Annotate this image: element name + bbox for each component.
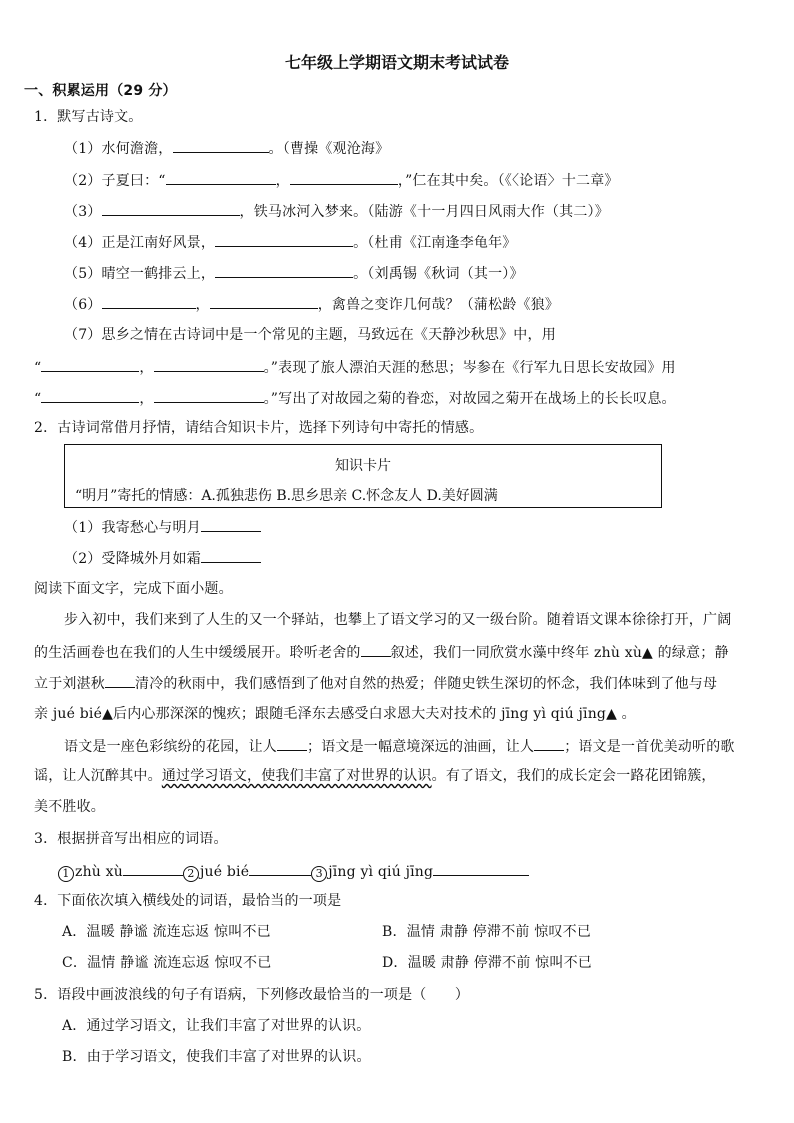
answer-blank[interactable] [249, 861, 311, 876]
passage-text: 的生活画卷也在我们的人生中缓缓展开。聆听老舍的 [34, 645, 361, 661]
q4-option-a[interactable]: A．温暖 静谧 流连忘返 惊叫不已 [62, 924, 271, 940]
q1-item-2-text-b: ， [275, 173, 290, 189]
q4-option-d[interactable]: D．温暖 肃静 停滞不前 惊叫不已 [382, 955, 592, 971]
passage-text: ；语文是一幅意境深远的油画，让人 [307, 739, 535, 755]
passage-line-5 [64, 736, 735, 756]
answer-blank[interactable] [534, 736, 564, 751]
question-4-stem: 4．下面依次填入横线处的词语，最恰当的一项是 [34, 893, 342, 909]
q1-item-4-text-a: （4）正是江南好风景， [64, 235, 216, 251]
answer-blank[interactable] [102, 294, 196, 309]
q1-item-1 [64, 138, 389, 158]
q1-item-3 [64, 201, 609, 221]
circled-number-3: 3 [311, 866, 327, 882]
passage-text: 叙述，我们一同欣赏水藻中终年 zhù xù▲ 的绿意；静 [390, 645, 729, 661]
passage-line-6 [34, 767, 716, 785]
reading-intro: 阅读下面文字，完成下面小题。 [34, 581, 233, 597]
knowledge-card [64, 444, 662, 508]
knowledge-card-title: 知识卡片 [335, 458, 391, 474]
circled-number-2: 2 [183, 866, 199, 882]
circled-number-1: 1 [58, 866, 74, 882]
q1-item-2 [64, 170, 619, 190]
q2-item-2 [64, 548, 261, 568]
passage-line-1: 步入初中，我们来到了人生的又一个驿站，也攀上了语文学习的又一级台阶。随着语文课本徐徐打开，广阔 [64, 612, 732, 628]
q5-option-b[interactable]: B．由于学习语文，使我们丰富了对世界的认识。 [62, 1049, 371, 1065]
q1-item-6-text-c: ，禽兽之变诈几何哉？（蒲松龄《狼》 [317, 297, 560, 313]
q1-item-5 [64, 263, 524, 283]
q5-option-a[interactable]: A．通过学习语文，让我们丰富了对世界的认识。 [62, 1018, 371, 1034]
q1-item-4-text-b: 。（杜甫《江南逢李龟年》 [353, 235, 517, 251]
answer-blank[interactable] [201, 517, 261, 532]
q4-option-b[interactable]: B．温情 肃静 停滞不前 惊叹不已 [382, 924, 592, 940]
answer-blank[interactable] [166, 170, 276, 185]
answer-blank[interactable] [361, 642, 391, 657]
answer-blank[interactable] [277, 736, 307, 751]
answer-blank[interactable] [433, 861, 529, 876]
question-3-stem: 3．根据拼音写出相应的词语。 [34, 831, 228, 847]
pinyin-2: jué bié [199, 864, 250, 880]
answer-blank[interactable] [210, 294, 318, 309]
question-5-stem: 5．语段中画波浪线的句子有语病，下列修改最恰当的一项是（ ） [34, 987, 470, 1003]
q1-item-6-text-b: ， [195, 297, 210, 313]
q1-item-3-text-b: ，铁马冰河入梦来。（陆游《十一月四日风雨大作（其二）》 [239, 204, 609, 220]
passage-text: 清冷的秋雨中，我们感悟到了他对自然的热爱；伴随史铁生深切的怀念，我们体味到了他与母 [135, 676, 718, 692]
comma: ， [139, 360, 154, 376]
question-2-stem: 2．古诗词常借月抒情，请结合知识卡片，选择下列诗句中寄托的情感。 [34, 420, 484, 436]
answer-blank[interactable] [154, 388, 264, 403]
answer-blank[interactable] [102, 201, 240, 216]
passage-line-4: 亲 jué bié▲后内心那深深的愧疚；跟随毛泽东去感受白求恩大夫对技术的 jīng yì qiú jīng▲ 。 [34, 706, 636, 722]
q1-item-2-text-a: （2）子夏曰：“ [64, 173, 166, 189]
q2-item-2-text: （2）受降城外月如霜 [64, 551, 201, 567]
q1-item-7-line-2-text: 。”表现了旅人漂泊天涯的愁思；岑参在《行军九日思长安故园》用 [263, 360, 676, 376]
q4-option-c[interactable]: C．温情 静谧 流连忘返 惊叹不已 [62, 955, 272, 971]
answer-blank[interactable] [41, 357, 139, 372]
answer-blank[interactable] [215, 263, 353, 278]
q1-item-7: （7）思乡之情在古诗词中是一个常见的主题，马致远在《天静沙秋思》中，用 [64, 327, 556, 343]
answer-blank[interactable] [41, 388, 139, 403]
answer-blank[interactable] [123, 861, 183, 876]
q1-item-5-text-b: 。（刘禹锡《秋词（其一）》 [353, 266, 524, 282]
wavy-underlined-sentence: 通过学习语文，使我们丰富了对世界的认识 [161, 768, 432, 784]
knowledge-card-body: “明月”寄托的情感：A.孤独悲伤 B.思乡思亲 C.怀念友人 D.美好圆满 [75, 488, 498, 504]
q1-item-5-text-a: （5）晴空一鹤排云上， [64, 266, 216, 282]
page-title: 七年级上学期语文期末考试试卷 [284, 53, 509, 72]
q1-item-7-line-3 [34, 388, 676, 408]
passage-text: 立于刘湛秋 [34, 676, 105, 692]
answer-blank[interactable] [290, 170, 398, 185]
q3-items [58, 861, 529, 882]
question-1-stem: 1．默写古诗文。 [34, 109, 143, 125]
q1-item-1-text-b: 。（曹操《观沧海》 [268, 141, 390, 157]
passage-text: ；语文是一首优美动听的歌 [564, 739, 735, 755]
q1-item-6 [64, 294, 559, 314]
q1-item-4 [64, 232, 517, 252]
passage-text: 。有了语文，我们的成长定会一路花团锦簇， [431, 768, 716, 784]
passage-line-3 [34, 673, 717, 693]
answer-blank[interactable] [154, 357, 264, 372]
answer-blank[interactable] [215, 232, 353, 247]
q1-item-6-text-a: （6） [64, 297, 102, 313]
q2-item-1 [64, 517, 261, 537]
q1-item-1-text-a: （1）水何澹澹， [64, 141, 173, 157]
pinyin-3: jīng yì qiú jīng [328, 864, 434, 880]
q1-item-2-text-c: ，”仁在其中矣。（《〈论语〉十二章》 [397, 173, 619, 189]
section-heading: 一、积累运用（29 分） [24, 83, 177, 99]
quote-open: “ [34, 391, 42, 407]
q1-item-3-text-a: （3） [64, 204, 102, 220]
quote-open: “ [34, 360, 42, 376]
q1-item-7-line-3-text: 。”写出了对故园之菊的眷恋，对故园之菊开在战场上的长长叹息。 [263, 391, 676, 407]
comma: ， [139, 391, 154, 407]
passage-text: 语文是一座色彩缤纷的花园，让人 [64, 739, 277, 755]
answer-blank[interactable] [173, 138, 269, 153]
passage-text: 谣，让人沉醉其中。 [34, 768, 162, 784]
passage-line-2 [34, 642, 729, 662]
q1-item-7-line-2 [34, 357, 676, 377]
answer-blank[interactable] [105, 673, 135, 688]
pinyin-1: zhù xù [75, 864, 123, 880]
answer-blank[interactable] [201, 548, 261, 563]
q2-item-1-text: （1）我寄愁心与明月 [64, 520, 201, 536]
passage-line-7: 美不胜收。 [34, 799, 105, 815]
